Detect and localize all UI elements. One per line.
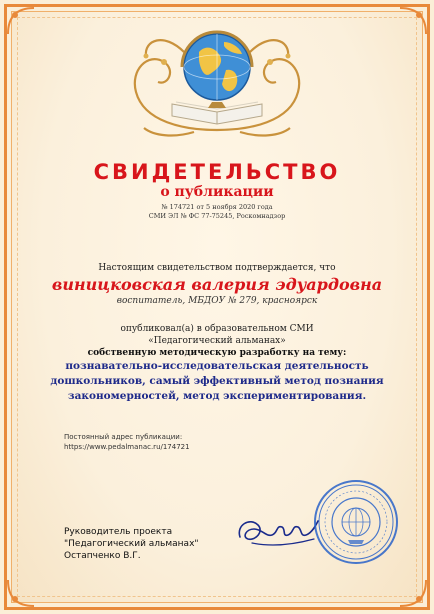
journal-name: «Педагогический альманах» bbox=[148, 336, 286, 346]
topic-line: закономерностей, метод экспериментирования. bbox=[67, 390, 367, 402]
certificate-number: № 174721 от 5 ноября 2020 года bbox=[161, 203, 273, 211]
corner-ornament-icon bbox=[6, 578, 36, 608]
certificate-title: СВИДЕТЕЛЬСТВО bbox=[93, 160, 341, 184]
address-label: Постоянный адрес публикации: bbox=[64, 433, 183, 441]
corner-ornament-icon bbox=[6, 6, 36, 36]
corner-ornament-icon bbox=[398, 578, 428, 608]
topic-line: познавательно-исследовательская деятельность bbox=[65, 360, 369, 372]
publication-url[interactable]: https://www.pedalmanac.ru/174721 bbox=[64, 443, 190, 451]
work-type: собственную методическую разработку на тему: bbox=[87, 348, 347, 358]
recipient-name: виницковская валерия эдуардовна bbox=[51, 275, 383, 294]
corner-ornament-icon bbox=[398, 6, 428, 36]
signer-name: Остапченко В.Г. bbox=[64, 551, 141, 561]
signer-role: Руководитель проекта bbox=[64, 527, 173, 537]
globe-book-emblem-icon bbox=[124, 12, 310, 142]
stamp-seal-icon bbox=[312, 478, 400, 566]
confirmation-text: Настоящим свидетельством подтверждается, что bbox=[98, 263, 336, 273]
signature-icon bbox=[232, 507, 322, 557]
publication-topic bbox=[30, 359, 404, 404]
topic-line: дошкольников, самый эффективный метод познания bbox=[50, 375, 384, 387]
signer-organization: "Педагогический альманах" bbox=[64, 539, 199, 549]
recipient-position: воспитатель, МБДОУ № 279, красноярск bbox=[116, 296, 318, 306]
certificate-subtitle: о публикации bbox=[160, 184, 274, 200]
published-in-text: опубликовал(а) в образовательном СМИ bbox=[120, 324, 314, 334]
registration-info: СМИ ЭЛ № ФС 77-75245, Роскомнадзор bbox=[148, 212, 286, 220]
